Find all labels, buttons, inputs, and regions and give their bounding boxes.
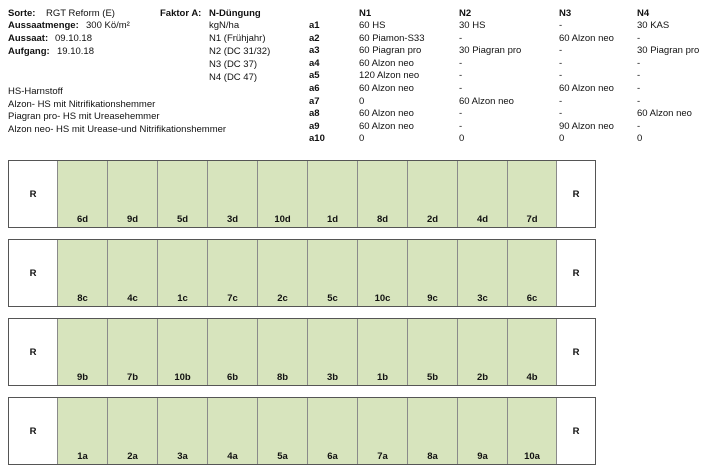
table-cell: - xyxy=(559,57,563,69)
plot-label: 2a xyxy=(127,451,138,462)
plot-label: 2b xyxy=(476,372,489,383)
plot-cell xyxy=(57,240,107,306)
table-row-id: a8 xyxy=(309,108,320,120)
plot-cell xyxy=(157,319,207,385)
plot-cell xyxy=(57,319,107,385)
table-cell: 60 Alzon neo xyxy=(459,95,514,107)
border-label-right: R xyxy=(572,267,580,279)
plot-label: 3a xyxy=(177,451,188,462)
table-cell: 60 Alzon neo xyxy=(359,57,414,69)
table-cell: - xyxy=(459,70,463,82)
plot-label: 2c xyxy=(277,293,288,304)
plot-label: 8b xyxy=(276,372,289,383)
plot-cell xyxy=(307,240,357,306)
border-label-left: R xyxy=(29,188,37,200)
table-header-n3: N3 xyxy=(559,8,572,19)
plot-cell xyxy=(357,398,407,464)
plot-cell xyxy=(207,161,257,227)
plot-label: 5c xyxy=(327,293,338,304)
table-cell: 30 KAS xyxy=(637,20,670,31)
table-cell: 0 xyxy=(359,133,365,145)
plot-cell xyxy=(307,161,357,227)
factor-heading: N-Düngung xyxy=(209,8,261,19)
table-cell: - xyxy=(637,120,641,132)
plot-label: 3b xyxy=(326,372,339,383)
table-cell: - xyxy=(459,57,463,69)
border-label-right: R xyxy=(572,188,580,200)
table-cell: 120 Alzon neo xyxy=(359,70,420,82)
border-label-left: R xyxy=(29,267,37,279)
table-cell: 60 Alzon neo xyxy=(359,83,414,94)
table-cell: 0 xyxy=(559,133,565,145)
factor-label: Faktor A: xyxy=(160,8,202,19)
plot-label: 6d xyxy=(76,214,89,225)
plot-cell xyxy=(457,161,507,227)
table-row-id: a2 xyxy=(309,32,320,44)
table-row-id: a6 xyxy=(309,83,320,94)
plot-cell xyxy=(107,319,157,385)
factor-row-n1: N1 (Frühjahr) xyxy=(209,33,266,44)
table-cell: 60 Alzon neo xyxy=(559,83,614,94)
plot-label: 5a xyxy=(277,451,288,462)
plot-cell xyxy=(157,161,207,227)
table-cell: 90 Alzon neo xyxy=(559,120,614,132)
plot-cell xyxy=(157,240,207,306)
factor-row-n2: N2 (DC 31/32) xyxy=(209,46,271,57)
table-cell: 30 Piagran pro xyxy=(637,45,700,57)
plot-cell xyxy=(207,398,257,464)
plot-label: 1a xyxy=(77,451,88,462)
plot-label: 4b xyxy=(526,372,538,383)
factor-unit: kgN/ha xyxy=(209,20,240,31)
plot-cell xyxy=(107,398,157,464)
plot-block xyxy=(8,397,596,465)
table-header-n4: N4 xyxy=(637,8,650,19)
plot-cell xyxy=(107,161,157,227)
plot-cell xyxy=(107,240,157,306)
plot-block xyxy=(8,318,596,386)
table-cell: 60 Alzon neo xyxy=(359,120,414,132)
plot-cell xyxy=(57,161,107,227)
plot-label: 7b xyxy=(126,372,139,383)
plot-cell xyxy=(457,240,507,306)
plot-label: 10c xyxy=(374,293,391,304)
table-cell: - xyxy=(459,120,463,132)
aussaat-value: 09.10.18 xyxy=(55,33,92,44)
plot-cell xyxy=(457,398,507,464)
table-row-id: a9 xyxy=(309,120,320,132)
plot-cell xyxy=(407,240,457,306)
plot-cell xyxy=(207,240,257,306)
table-cell: - xyxy=(637,32,641,44)
plot-cell xyxy=(407,398,457,464)
table-cell: - xyxy=(459,32,463,44)
plot-cell xyxy=(407,319,457,385)
plot-label: 6b xyxy=(226,372,239,383)
table-cell: 30 Piagran pro xyxy=(459,45,522,57)
border-label-right: R xyxy=(572,425,580,437)
plot-label: 9c xyxy=(427,293,438,304)
plot-label: 8a xyxy=(427,451,438,462)
plot-label: 10b xyxy=(174,372,191,383)
plot-cell xyxy=(257,319,307,385)
factor-row-n3: N3 (DC 37) xyxy=(209,59,258,70)
plot-cell xyxy=(507,398,557,464)
table-cell: 60 Piagran pro xyxy=(359,45,422,57)
table-cell: - xyxy=(459,108,463,120)
plot-label: 5b xyxy=(426,372,439,383)
table-row-id: a10 xyxy=(309,133,325,145)
plot-cell xyxy=(257,398,307,464)
plot-cell xyxy=(507,161,557,227)
border-label-right: R xyxy=(572,346,580,358)
plot-label: 8d xyxy=(376,214,389,225)
aufgang-value: 19.10.18 xyxy=(57,46,94,57)
plot-label: 1c xyxy=(177,293,188,304)
plot-label: 7a xyxy=(377,451,388,462)
plot-cell xyxy=(57,398,107,464)
table-row-id: a5 xyxy=(309,70,320,82)
legend-piagran: Piagran pro- HS mit Ureasehemmer xyxy=(8,111,160,122)
plot-label: 5d xyxy=(176,214,189,225)
table-cell: - xyxy=(559,108,563,120)
table-header-n1: N1 xyxy=(359,8,372,19)
table-cell: 30 HS xyxy=(459,20,486,31)
legend-alzon: Alzon- HS mit Nitrifikationshemmer xyxy=(8,99,156,110)
plot-label: 6c xyxy=(526,293,538,304)
plot-label: 4d xyxy=(476,214,489,225)
table-cell: 60 Alzon neo xyxy=(637,108,692,120)
plot-block xyxy=(8,239,596,307)
table-cell: - xyxy=(637,95,641,107)
table-cell: - xyxy=(559,20,563,31)
sorte-label: Sorte: xyxy=(8,8,36,19)
plot-cell xyxy=(507,240,557,306)
table-cell: 60 Alzon neo xyxy=(559,32,614,44)
table-header-n2: N2 xyxy=(459,8,472,19)
aufgang-label: Aufgang: xyxy=(8,46,50,57)
legend-alzon-neo: Alzon neo- HS mit Urease-und Nitrifikationshemmer xyxy=(8,124,227,135)
plot-cell xyxy=(507,319,557,385)
table-cell: - xyxy=(559,70,563,82)
plot-cell xyxy=(357,161,407,227)
factor-row-n4: N4 (DC 47) xyxy=(209,72,258,83)
plot-label: 6a xyxy=(327,451,338,462)
plot-label: 2d xyxy=(426,214,439,225)
plot-cell xyxy=(357,319,407,385)
plot-cell xyxy=(207,319,257,385)
plot-label: 7d xyxy=(526,214,538,225)
plot-label: 4a xyxy=(227,451,238,462)
table-row-id: a1 xyxy=(309,20,320,31)
aussaat-label: Aussaat: xyxy=(8,33,49,44)
table-cell: 60 HS xyxy=(359,20,386,31)
plot-label: 1d xyxy=(326,214,339,225)
plot-label: 8c xyxy=(77,293,88,304)
table-cell: 0 xyxy=(637,133,643,145)
plot-label: 9b xyxy=(76,372,89,383)
table-cell: - xyxy=(637,83,641,94)
table-cell: - xyxy=(459,83,463,94)
plot-label: 3c xyxy=(477,293,488,304)
plot-label: 3d xyxy=(226,214,239,225)
plot-cell xyxy=(307,319,357,385)
table-cell: - xyxy=(637,70,641,82)
plot-block xyxy=(8,160,596,228)
aussaatmenge-value: 300 Kö/m² xyxy=(86,20,130,31)
table-cell: - xyxy=(559,95,563,107)
plot-label: 7c xyxy=(227,293,238,304)
plot-label: 10d xyxy=(274,214,291,225)
table-cell: 0 xyxy=(459,133,465,145)
plot-cell xyxy=(407,161,457,227)
legend-hs: HS-Harnstoff xyxy=(8,86,63,97)
plot-cell xyxy=(357,240,407,306)
border-label-left: R xyxy=(29,346,37,358)
plot-cell xyxy=(257,161,307,227)
table-cell: - xyxy=(637,57,641,69)
sorte-value: RGT Reform (E) xyxy=(46,8,115,19)
table-row-id: a4 xyxy=(309,57,320,69)
aussaatmenge-label: Aussaatmenge: xyxy=(8,20,79,31)
table-row-id: a7 xyxy=(309,95,320,107)
border-label-left: R xyxy=(29,425,37,437)
table-cell: 60 Piamon-S33 xyxy=(359,32,425,44)
plot-label: 4c xyxy=(127,293,138,304)
plot-cell xyxy=(157,398,207,464)
plot-cell xyxy=(457,319,507,385)
table-cell: 60 Alzon neo xyxy=(359,108,414,120)
plot-label: 9d xyxy=(126,214,139,225)
plot-label: 9a xyxy=(477,451,488,462)
table-cell: 0 xyxy=(359,95,365,107)
plot-label: 1b xyxy=(376,372,389,383)
table-row-id: a3 xyxy=(309,45,320,57)
plot-cell xyxy=(307,398,357,464)
plot-label: 10a xyxy=(524,451,540,462)
table-cell: - xyxy=(559,45,563,57)
plot-cell xyxy=(257,240,307,306)
